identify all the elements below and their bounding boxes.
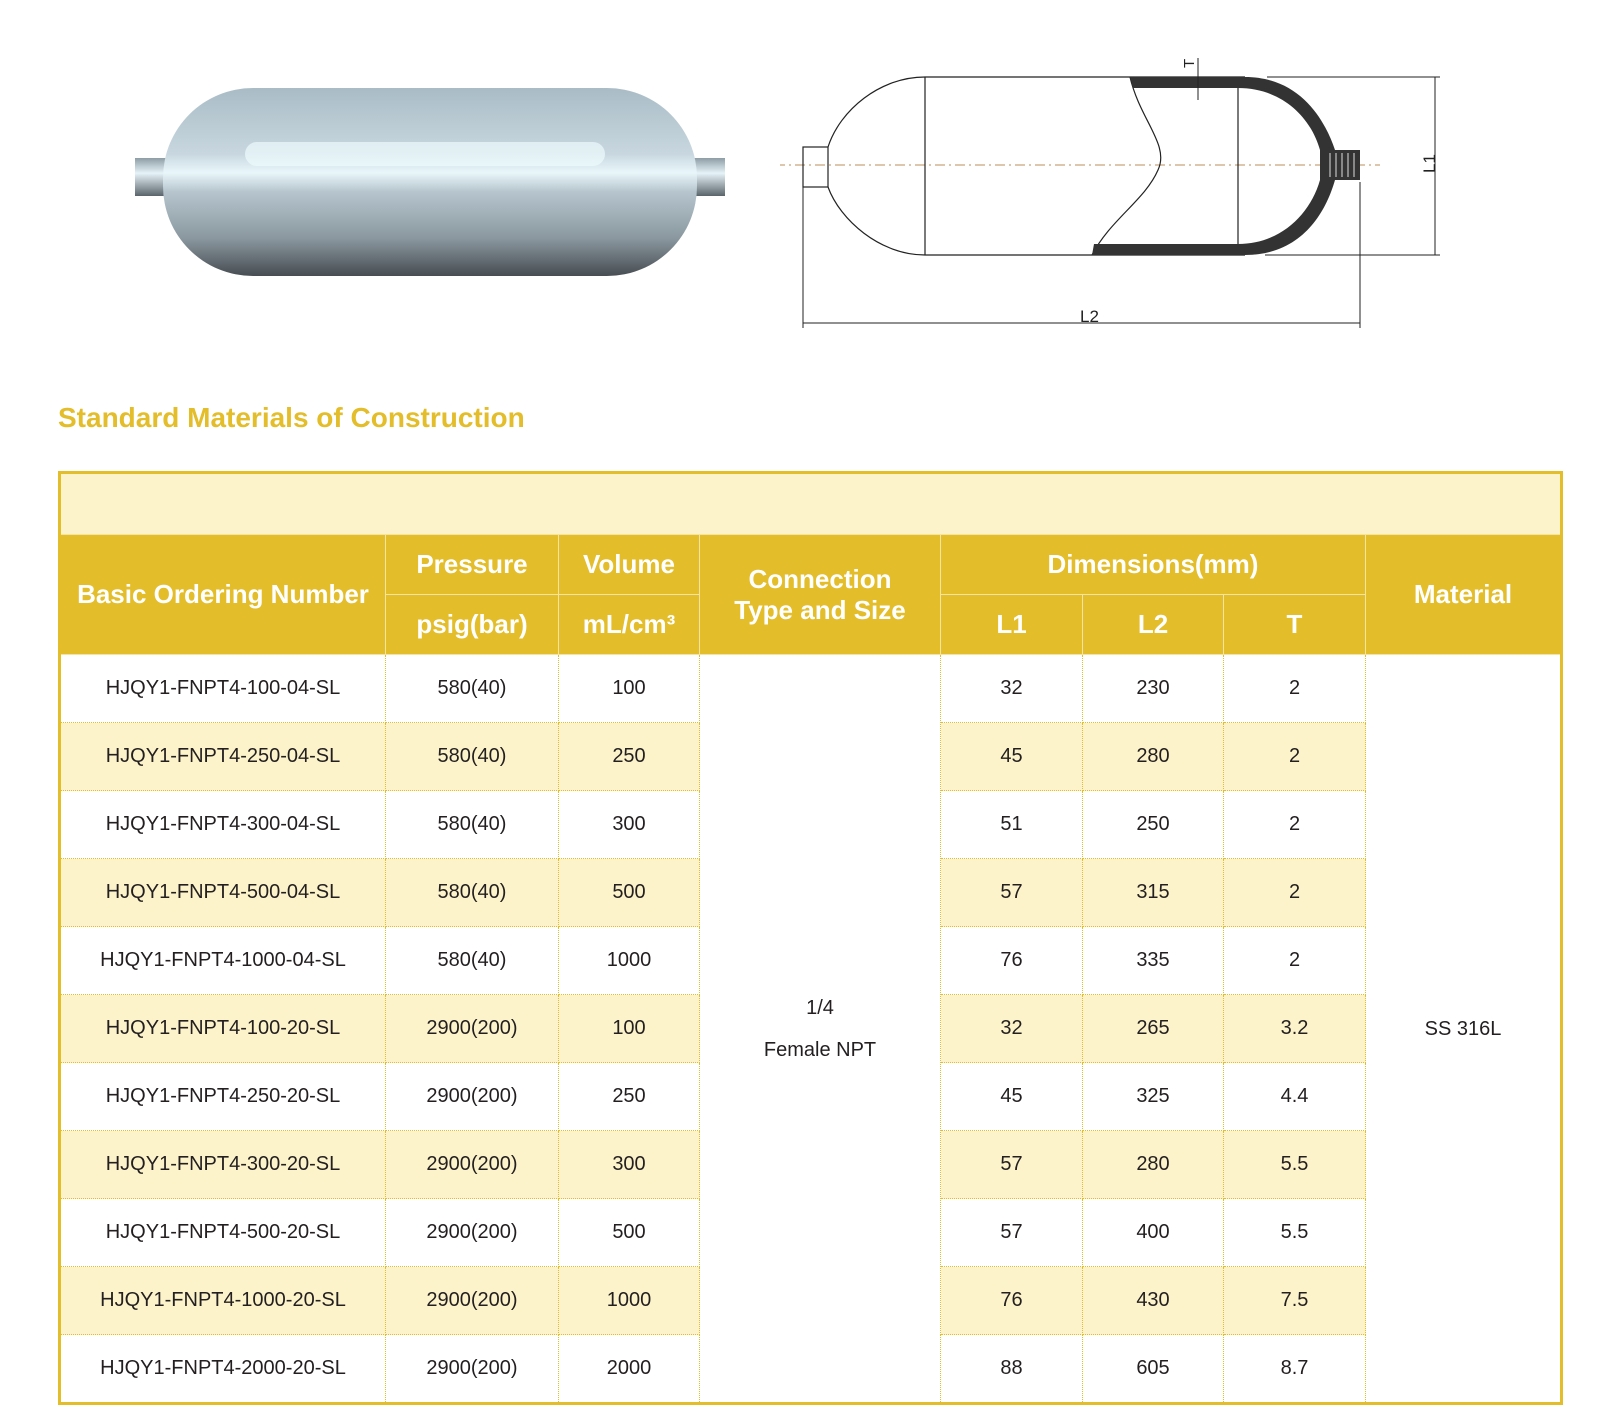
cell-volume: 300 (559, 1131, 700, 1199)
header-connection-line1: Connection (748, 563, 892, 594)
cell-l2: 280 (1083, 723, 1224, 791)
cell-pressure: 580(40) (386, 723, 559, 791)
cell-l2: 335 (1083, 927, 1224, 995)
cylinder-render-image (135, 80, 725, 285)
cell-volume: 300 (559, 791, 700, 859)
header-t: T (1224, 595, 1366, 655)
cell-t: 2 (1224, 723, 1366, 791)
cell-ordering-number: HJQY1-FNPT4-2000-20-SL (60, 1335, 386, 1404)
cell-t: 2 (1224, 927, 1366, 995)
cell-pressure: 2900(200) (386, 1267, 559, 1335)
cell-l2: 250 (1083, 791, 1224, 859)
header-ordering-number: Basic Ordering Number (60, 535, 386, 655)
cell-pressure: 580(40) (386, 655, 559, 723)
cell-l1: 76 (941, 1267, 1083, 1335)
connection-size: 1/4 (806, 996, 834, 1019)
cell-l2: 230 (1083, 655, 1224, 723)
cell-ordering-number: HJQY1-FNPT4-100-04-SL (60, 655, 386, 723)
section-title: Standard Materials of Construction (58, 402, 525, 433)
cell-pressure: 2900(200) (386, 1063, 559, 1131)
cell-t: 2 (1224, 791, 1366, 859)
cell-l1: 57 (941, 1131, 1083, 1199)
cell-ordering-number: HJQY1-FNPT4-500-04-SL (60, 859, 386, 927)
cell-t: 5.5 (1224, 1131, 1366, 1199)
cell-l1: 45 (941, 723, 1083, 791)
cell-volume: 250 (559, 1063, 700, 1131)
cell-l1: 32 (941, 995, 1083, 1063)
cell-pressure: 580(40) (386, 791, 559, 859)
header-dimensions: Dimensions(mm) (941, 535, 1366, 595)
cylinder-section-drawing (780, 50, 1500, 350)
cell-ordering-number: HJQY1-FNPT4-300-04-SL (60, 791, 386, 859)
specification-table-container (58, 471, 1560, 1405)
cell-l2: 325 (1083, 1063, 1224, 1131)
cell-l1: 57 (941, 859, 1083, 927)
header-connection-line2: Type and Size (734, 594, 906, 625)
cell-l1: 57 (941, 1199, 1083, 1267)
table-banner-row (60, 473, 1562, 535)
cell-t: 8.7 (1224, 1335, 1366, 1404)
cell-connection (700, 655, 941, 1404)
cell-volume: 250 (559, 723, 700, 791)
cell-pressure: 2900(200) (386, 1335, 559, 1404)
header-connection (700, 535, 941, 655)
cell-ordering-number: HJQY1-FNPT4-1000-20-SL (60, 1267, 386, 1335)
cell-l1: 88 (941, 1335, 1083, 1404)
cell-l2: 430 (1083, 1267, 1224, 1335)
cell-ordering-number: HJQY1-FNPT4-250-20-SL (60, 1063, 386, 1131)
cell-ordering-number: HJQY1-FNPT4-250-04-SL (60, 723, 386, 791)
header-volume-unit: mL/cm³ (559, 595, 700, 655)
cell-t: 3.2 (1224, 995, 1366, 1063)
cell-l2: 280 (1083, 1131, 1224, 1199)
header-l2: L2 (1083, 595, 1224, 655)
table-row (60, 655, 1562, 723)
cell-ordering-number: HJQY1-FNPT4-1000-04-SL (60, 927, 386, 995)
cell-pressure: 2900(200) (386, 1199, 559, 1267)
cell-material: SS 316L (1366, 655, 1562, 1404)
cell-volume: 100 (559, 655, 700, 723)
cell-ordering-number: HJQY1-FNPT4-500-20-SL (60, 1199, 386, 1267)
cell-volume: 2000 (559, 1335, 700, 1404)
cell-l2: 605 (1083, 1335, 1224, 1404)
cell-volume: 100 (559, 995, 700, 1063)
cell-l1: 45 (941, 1063, 1083, 1131)
cell-l2: 400 (1083, 1199, 1224, 1267)
header-volume: Volume (559, 535, 700, 595)
specification-table (58, 471, 1563, 1405)
cell-ordering-number: HJQY1-FNPT4-100-20-SL (60, 995, 386, 1063)
t-label: T (1181, 58, 1198, 68)
cell-l1: 76 (941, 927, 1083, 995)
connection-type: Female NPT (763, 1038, 877, 1061)
cell-volume: 500 (559, 1199, 700, 1267)
cell-l1: 51 (941, 791, 1083, 859)
header-material: Material (1366, 535, 1562, 655)
header-l1: L1 (941, 595, 1083, 655)
l1-label: L1 (1420, 154, 1439, 173)
cell-volume: 1000 (559, 927, 700, 995)
cell-t: 2 (1224, 655, 1366, 723)
l2-label: L2 (1080, 307, 1099, 326)
cell-t: 7.5 (1224, 1267, 1366, 1335)
cell-pressure: 580(40) (386, 859, 559, 927)
cell-pressure: 2900(200) (386, 1131, 559, 1199)
cell-l1: 32 (941, 655, 1083, 723)
cell-t: 2 (1224, 859, 1366, 927)
cell-t: 5.5 (1224, 1199, 1366, 1267)
header-pressure-unit: psig(bar) (386, 595, 559, 655)
cell-volume: 500 (559, 859, 700, 927)
header-pressure: Pressure (386, 535, 559, 595)
cell-l2: 315 (1083, 859, 1224, 927)
cell-pressure: 2900(200) (386, 995, 559, 1063)
cell-pressure: 580(40) (386, 927, 559, 995)
cell-ordering-number: HJQY1-FNPT4-300-20-SL (60, 1131, 386, 1199)
cell-t: 4.4 (1224, 1063, 1366, 1131)
cell-l2: 265 (1083, 995, 1224, 1063)
cell-volume: 1000 (559, 1267, 700, 1335)
